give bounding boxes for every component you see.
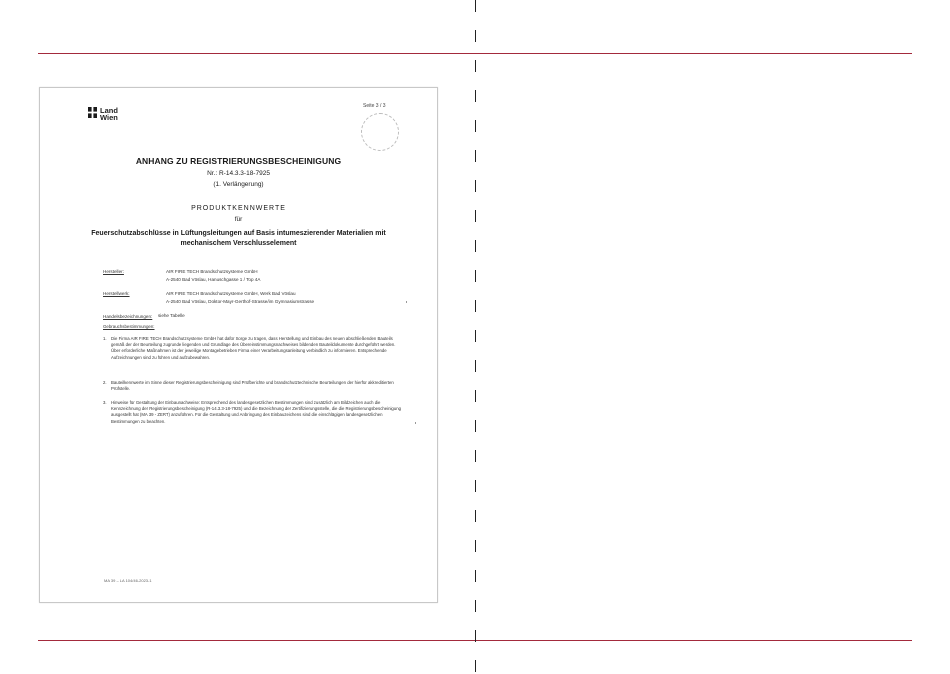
scan-speck [406, 301, 407, 303]
plant-name: AIR FIRE TECH Brandschutzsysteme GmbH, Werk Bad Vöslau [166, 291, 296, 296]
spread-divider-segment [475, 90, 476, 102]
item-text: Die Firma AIR FIRE TECH Brandschutzsysteme GmbH hat dafür Sorge zu tragen, dass Herstellung und Einbau des neuen abschließenden Bauteils gemäß der der Beurteilung zugrunde liegenden und Grundlage des Übereinstimmungsnachweises bildenden Bauteildokumente durchgeführt werden. Über erforderliche Maßnahmen ist der jeweilige Montagebetrieben Firma einer Verarbeitungsanleitung verbindlich zu informieren. Entsprechende Aufzeichnungen sind zu führen und aufzubewahren. [111, 336, 396, 360]
item-text: Bauteilkennwerte im Sinne dieser Registrierungsbescheinigung sind Prüfberichte und brandschutztechnische Beurteilungen der hierfür akkreditierten Prüfstelle. [111, 380, 394, 392]
spread-divider-segment [475, 120, 476, 132]
product-subject: Feuerschutzabschlüsse in Lüftungsleitungen auf Basis intumeszierender Materialien mit mechanischem Verschlusselement [91, 230, 386, 247]
manufacturer-address: A-2540 Bad Vöslau, Hanuschgasse 1 / Top 4A [166, 277, 261, 282]
document-page[interactable] [39, 87, 438, 603]
plant-address: A-2540 Bad Vöslau, Doktor-Mayr-Gerthof-Strasse/im Gymnasiumstrasse [166, 299, 315, 304]
top-margin-rule [38, 53, 912, 54]
spread-divider-segment [475, 330, 476, 342]
spread-divider-segment [475, 570, 476, 582]
item-text: Hinweise für Gestaltung der Einbaunachweise: Entsprechend des landesgesetzlichen Bestimmungen sind zusätzlich am Bildzeichen auch die Kennzeichnung der Registrierungsbescheinigung (R-14.3.3-18-7925) und die Bezeichnung der Zertifizierungsstelle, die die Registrierungsbescheinigung ausgestellt hat (MA 39 - ZERT) anzuführen. Für die Gestaltung und Anbringung des Einbauzeichens sind die einschlägigen landesgesetzlichen Bestimmungen zu beachten. [111, 400, 401, 424]
spread-divider-segment [475, 630, 476, 642]
list-item [103, 380, 403, 392]
logo-line-1: Land [100, 106, 118, 115]
spread-divider-segment [475, 660, 476, 672]
section-heading: PRODUKTKENNWERTE [191, 205, 286, 212]
logo-line-2: Wien [100, 113, 118, 122]
spread-divider-segment [475, 60, 476, 72]
plant-label: Herstellwerk: [103, 291, 130, 296]
page-footer: MA 39 – LA 104/46-2023-1 [104, 578, 152, 583]
scan-speck [415, 422, 416, 424]
manufacturer-name: AIR FIRE TECH Brandschutzsysteme GmbH [166, 269, 258, 274]
document-title: ANHANG ZU REGISTRIERUNGSBESCHEINIGUNG [135, 156, 342, 166]
spread-divider-segment [475, 270, 476, 282]
trade-names-label: Handelsbezeichnungen: [103, 314, 153, 319]
list-item [103, 336, 403, 361]
spread-divider-segment [475, 480, 476, 492]
spread-divider-segment [475, 420, 476, 432]
extension-note: (1. Verlängerung) [213, 181, 264, 188]
plant-value [166, 290, 314, 306]
spread-divider-segment [475, 510, 476, 522]
trade-names-value: siehe Tabelle [158, 313, 185, 318]
spread-divider-segment [475, 180, 476, 192]
spread-divider-segment [475, 360, 476, 372]
spread-divider-segment [475, 540, 476, 552]
spread-divider-segment [475, 450, 476, 462]
item-number: 3. [103, 400, 107, 405]
item-number: 2. [103, 380, 107, 385]
spread-divider-segment [475, 150, 476, 162]
list-item [103, 400, 403, 425]
land-wien-logo [88, 107, 118, 121]
manufacturer-value [166, 268, 260, 284]
spread-divider-segment [475, 300, 476, 312]
vienna-coat-icon [88, 107, 97, 118]
spread-divider-segment [475, 390, 476, 402]
page-number: Seite 3 / 3 [363, 103, 386, 109]
spread-divider-segment [475, 30, 476, 42]
official-stamp [361, 113, 399, 151]
for-label: für [234, 216, 243, 223]
registration-number: Nr.: R-14.3.3-18-7925 [207, 170, 270, 177]
usage-label: Gebrauchsbestimmungen: [103, 324, 155, 329]
spread-divider-segment [475, 0, 476, 12]
spread-divider-segment [475, 240, 476, 252]
spread-divider-segment [475, 600, 476, 612]
spread-divider-segment [475, 210, 476, 222]
manufacturer-label: Hersteller: [103, 269, 124, 274]
item-number: 1. [103, 336, 107, 341]
